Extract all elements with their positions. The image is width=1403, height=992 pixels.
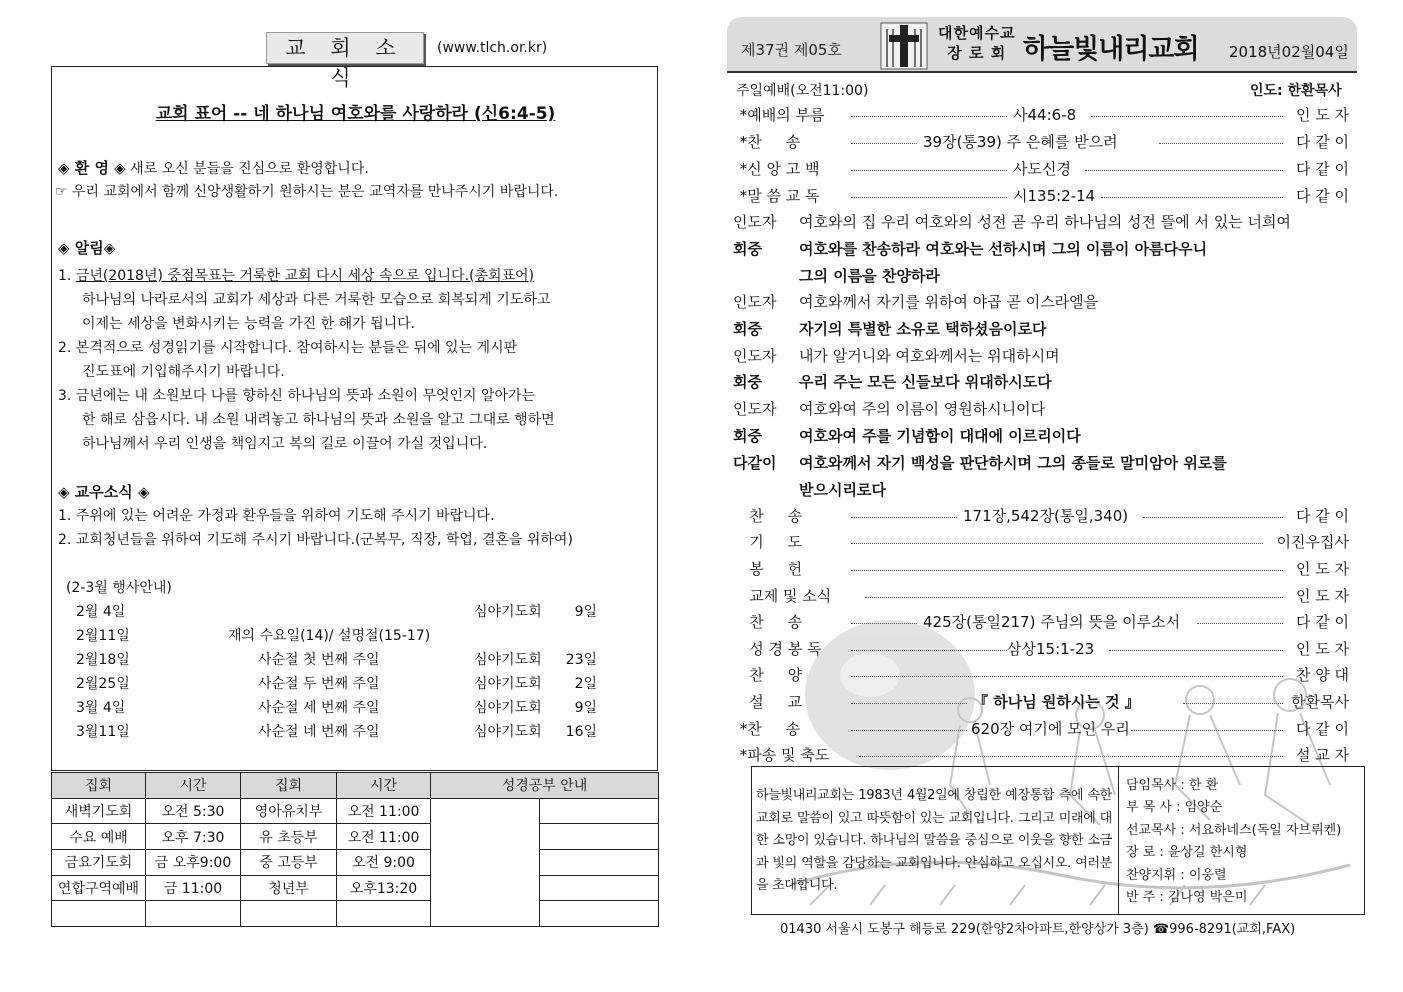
table-cell: 수요 예배: [52, 824, 146, 850]
responsive-reading-line: [733, 371, 1052, 392]
order-leader: 다 같 이: [1295, 133, 1349, 151]
event-name: 사순절 세 번째 주일: [258, 700, 380, 716]
event-prayer: 심야기도회: [474, 724, 542, 740]
order-label: *파송 및 축도: [735, 746, 830, 764]
table-cell: [52, 901, 146, 927]
table-row: [52, 875, 659, 901]
church-name: 하늘빛내리교회: [1023, 34, 1199, 65]
order-item: [735, 558, 1353, 580]
bulletin-header: [727, 17, 1357, 73]
leader-dots: [1143, 517, 1283, 518]
table-cell: 오전 11:00: [337, 824, 431, 850]
order-label: *말 씀 교 독: [735, 187, 820, 205]
notice-line-3: 이제는 세상을 변화시키는 능력을 가진 한 해가 됩니다.: [82, 316, 416, 332]
notice-heading: ◈ 알림◈: [58, 239, 116, 257]
table-cell: 연합구역예배: [52, 875, 146, 901]
event-prayer-day: 9일: [574, 700, 597, 716]
order-item: [735, 104, 1353, 126]
event-name: 사순절 첫 번째 주일: [258, 652, 380, 668]
denomination-line-1: 대한예수교: [938, 24, 1016, 42]
order-label: 찬 송: [735, 613, 803, 631]
order-label: *예배의 부름: [735, 106, 825, 124]
staff-entry: 담임목사 : 한 환: [1126, 778, 1219, 793]
order-leader: 인 도 자: [1295, 560, 1349, 578]
event-prayer: 심야기도회: [474, 652, 542, 668]
event-prayer-day: 9일: [574, 604, 597, 620]
order-leader: 다 같 이: [1295, 160, 1349, 178]
denomination-line-2: 장 로 회: [947, 44, 1007, 62]
responsive-reading-line: [733, 452, 1227, 473]
church-introduction: 하늘빛내리교회는 1983년 4월2일에 창립한 예장통합 측에 속한 교회로 말씀이 있고 따뜻함이 있는 교회입니다. 그리고 미래에 대한 소망이 있습니다. 하나님의 말씀을 중심으로 이웃을 향한 소금과 빛의 역할을 감당하는 교회입니다. 안심하고 오십시오. 여러분을 초대합니다.: [756, 788, 1112, 893]
table-cell: 오전 9:00: [337, 849, 431, 875]
responsive-reading-line: [733, 345, 1060, 366]
table-cell: 오전 11:00: [337, 798, 431, 824]
reading-text: 여호와께서 자기를 위하여 야곱 곧 이스라엘을: [799, 293, 1099, 311]
table-cell: 중 고등부: [241, 849, 337, 875]
leader-dots: [1131, 730, 1283, 731]
reading-continuation: 받으시리로다: [799, 481, 886, 499]
leader-dots: [851, 570, 1283, 571]
order-leader: 인 도 자: [1295, 640, 1349, 658]
staff-entry: 찬양지휘 : 이웅렬: [1126, 867, 1227, 883]
bible-study-cell: [540, 798, 659, 824]
reader-role: 인도자: [733, 400, 777, 418]
church-info-box: [751, 766, 1365, 915]
table-cell: 금요기도회: [52, 849, 146, 875]
column-header: 성경공부 안내: [431, 773, 659, 799]
service-title: 주일예배(오전11:00): [736, 83, 869, 99]
leader-dots: [851, 623, 917, 624]
responsive-reading-line: [733, 211, 1291, 232]
leader-dots: [1101, 197, 1283, 198]
order-item: [735, 744, 1353, 766]
leader-dots: [1091, 116, 1283, 117]
order-leader: 다 같 이: [1295, 613, 1349, 631]
event-date: 2월18일: [76, 652, 130, 668]
members-line-1: 1. 주위에 있는 어려운 가정과 환우들을 위하여 기도해 주시기 바랍니다.: [58, 508, 495, 524]
order-item: [735, 505, 1353, 527]
notice-line-8: 하나님께서 우리 인생을 책임지고 복의 길로 이끌어 가실 것입니다.: [82, 436, 488, 452]
event-date: 2월11일: [76, 628, 130, 644]
table-cell: [146, 901, 241, 927]
reader-role: 인도자: [733, 293, 777, 311]
order-item: [735, 691, 1353, 713]
denomination: [938, 23, 1015, 63]
event-prayer: 심야기도회: [474, 700, 542, 716]
order-leader: 이진우집사: [1276, 533, 1349, 551]
responsive-reading-line: [733, 425, 1081, 446]
order-item: [735, 585, 1353, 607]
order-content: 425장(통일217) 주님의 뜻을 이루소서: [923, 613, 1181, 631]
notice-line-5: 진도표에 기입해주시기 바랍니다.: [82, 364, 285, 380]
order-label: 교제 및 소식: [735, 587, 832, 605]
column-header: 시간: [337, 773, 431, 799]
table-row: [52, 901, 659, 927]
reader-role: 회중: [733, 320, 762, 338]
notice-line-7: 한 해로 삼읍시다. 내 소원 내려놓고 하나님의 뜻과 소원을 알고 그대로 행하면: [82, 412, 555, 428]
service-leader: 인도: 한환목사: [1250, 83, 1342, 99]
order-item: [735, 638, 1353, 660]
event-prayer: 심야기도회: [474, 604, 542, 620]
bible-study-cell: [540, 824, 659, 850]
order-content: 삼상15:1-23: [1007, 640, 1095, 658]
staff-list: [1126, 775, 1341, 909]
notice-line-2: 하나님의 나라로서의 교회가 세상과 다른 거룩한 모습으로 회복되게 기도하고: [82, 292, 551, 308]
order-item: [735, 131, 1353, 153]
event-date: 3월11일: [76, 724, 130, 740]
column-header: 집회: [52, 773, 146, 799]
info-divider: [1118, 767, 1119, 914]
notice-line-4: 2. 본격적으로 성경읽기를 시작합니다. 참여하시는 분들은 뒤에 있는 게시판: [58, 340, 518, 356]
order-item: [735, 158, 1353, 180]
church-motto: 교회 표어 -- 네 하나님 여호와를 사랑하라 (신6:4-5): [155, 104, 556, 124]
reading-text: 내가 알거니와 여호와께서는 위대하시며: [799, 347, 1060, 365]
order-leader: 다 같 이: [1295, 507, 1349, 525]
table-header-row: [52, 773, 659, 799]
event-name: 재의 수요일(14)/ 설명절(15-17): [228, 628, 431, 644]
order-item: [735, 718, 1353, 740]
bible-study-cell: [540, 901, 659, 927]
leader-dots: [851, 650, 1007, 651]
order-label: 설 교: [735, 693, 803, 711]
responsive-reading-line: [733, 291, 1098, 312]
order-item: [735, 185, 1353, 207]
order-content: 171장,542장(통일,340): [963, 507, 1129, 525]
website-url[interactable]: (www.tlch.or.kr): [437, 40, 548, 56]
leader-dots: [851, 676, 1283, 677]
responsive-reading-line: [733, 238, 1207, 259]
event-prayer-day: 2일: [574, 676, 597, 692]
reading-text: 여호와의 집 우리 여호와의 성전 곧 우리 하나님의 성전 뜰에 서 있는 너희여: [799, 213, 1291, 231]
welcome-line-2: ☞ 우리 교회에서 함께 신앙생활하기 원하시는 분은 교역자를 만나주시기 바랍니다.: [55, 184, 559, 200]
reader-role: 회중: [733, 240, 762, 258]
event-prayer-day: 23일: [565, 652, 597, 668]
reader-role: 회중: [733, 427, 762, 445]
news-box: [51, 66, 658, 771]
leader-dots: [1197, 623, 1283, 624]
reader-role: 회중: [733, 373, 762, 391]
leader-dots: [1159, 143, 1283, 144]
table-row: [52, 824, 659, 850]
reader-role: 인도자: [733, 347, 777, 365]
staff-entry: 부 목 사 : 임양순: [1126, 800, 1223, 816]
table-cell: [337, 901, 431, 927]
order-leader: 찬 양 대: [1295, 666, 1349, 684]
leader-dots: [851, 116, 1007, 117]
bible-study-cell: [431, 798, 540, 927]
column-header: 시간: [146, 773, 241, 799]
order-content: 사도신경: [1013, 160, 1071, 178]
table-cell: 영아유치부: [241, 798, 337, 824]
welcome-text: 새로 오신 분들을 진심으로 환영합니다.: [125, 161, 369, 177]
sermon-title: 『 하나님 원하시는 것 』: [973, 693, 1140, 711]
order-label: 찬 송: [735, 507, 803, 525]
leader-dots: [851, 170, 1007, 171]
table-row: [52, 798, 659, 824]
church-cross-logo: [879, 21, 929, 71]
leader-dots: [851, 197, 1007, 198]
order-item: [735, 664, 1353, 686]
event-prayer-day: 16일: [565, 724, 597, 740]
church-address: 01430 서울시 도봉구 해등로 229(한양2차아파트,한양상가 3층) ☎996-8291(교회,FAX): [780, 922, 1296, 937]
welcome-heading: ◈ 환 영 ◈: [58, 159, 126, 177]
order-label: 봉 헌: [735, 560, 803, 578]
notice-line-1: [58, 265, 534, 285]
order-content: 39장(통39) 주 은혜를 받으려: [923, 133, 1118, 151]
leader-dots: [1109, 650, 1283, 651]
table-cell: 오후13:20: [337, 875, 431, 901]
volume-number: 제37권 제05호: [741, 41, 842, 59]
reading-text: 자기의 특별한 소유로 택하셨음이로다: [799, 320, 1047, 338]
responsive-reading-line: [733, 398, 1045, 419]
leader-dots: [851, 543, 1263, 544]
leader-dots: [865, 597, 1283, 598]
notice-number: 1.: [58, 268, 76, 284]
notice-goal: 금년(2018년) 중점목표는 거룩한 교회 다시 세상 속으로 입니다.(총회표어): [75, 268, 535, 284]
leader-dots: [851, 143, 917, 144]
reading-text: 여호와를 찬송하라 여호와는 선하시며 그의 이름이 아름다우니: [799, 240, 1208, 258]
event-date: 2월 4일: [76, 604, 126, 620]
order-label: *신 앙 고 백: [735, 160, 820, 178]
reading-text: 여호와여 주를 기념함이 대대에 이르리이다: [799, 427, 1081, 445]
order-leader: 다 같 이: [1295, 187, 1349, 205]
order-label: *찬 송: [735, 133, 801, 151]
event-name: 사순절 두 번째 주일: [258, 676, 380, 692]
table-cell: 금 오후9:00: [146, 849, 241, 875]
leader-dots: [859, 756, 1283, 757]
table-row: [52, 849, 659, 875]
members-heading: ◈ 교우소식 ◈: [58, 483, 150, 501]
table-cell: 청년부: [241, 875, 337, 901]
reading-text: 여호와여 주의 이름이 영원하시니이다: [799, 400, 1046, 418]
order-label: 성 경 봉 독: [735, 640, 822, 658]
events-heading: (2-3월 행사안내): [66, 580, 172, 596]
table-cell: 유 초등부: [241, 824, 337, 850]
table-cell: [241, 901, 337, 927]
event-prayer: 심야기도회: [474, 676, 542, 692]
table-cell: 새벽기도회: [52, 798, 146, 824]
column-header: 집회: [241, 773, 337, 799]
leader-dots: [851, 517, 957, 518]
table-cell: 오후 7:30: [146, 824, 241, 850]
responsive-reading-line: [733, 318, 1047, 339]
order-leader: 한환목사: [1291, 693, 1349, 711]
order-label: 기 도: [735, 533, 803, 551]
reading-text: 우리 주는 모든 신들보다 위대하시도다: [799, 373, 1052, 391]
staff-entry: 선교목사 : 서요하네스(독일 자브뤼켄): [1126, 822, 1342, 838]
order-leader: 설 교 자: [1295, 746, 1349, 764]
leader-dots: [1183, 703, 1283, 704]
order-leader: 인 도 자: [1295, 587, 1349, 605]
notice-line-6: 3. 금년에는 내 소원보다 나를 향하신 하나님의 뜻과 소원이 무엇인지 알아가는: [58, 388, 536, 404]
leader-dots: [1085, 170, 1283, 171]
order-label: *찬 송: [735, 720, 801, 738]
reading-continuation: 그의 이름을 찬양하라: [799, 267, 940, 285]
bible-study-cell: [540, 875, 659, 901]
staff-entry: 반 주 : 김나영 박은미: [1126, 890, 1248, 906]
leader-dots: [851, 703, 967, 704]
table-cell: 오전 5:30: [146, 798, 241, 824]
order-content: 사44:6-8: [1013, 106, 1077, 124]
event-date: 3월 4일: [76, 700, 126, 716]
reader-role: 다같이: [733, 454, 777, 472]
meeting-schedule-table: [51, 772, 659, 927]
members-line-2: 2. 교회청년들을 위하여 기도해 주시기 바랍니다.(군복무, 직장, 학업, 결혼을 위하여): [58, 532, 573, 548]
order-item: [735, 531, 1353, 553]
reader-role: 인도자: [733, 213, 777, 231]
welcome-line: [58, 157, 369, 178]
reading-text: 여호와께서 자기 백성을 판단하시며 그의 종들로 말미암아 위로를: [799, 454, 1227, 472]
bible-study-cell: [540, 849, 659, 875]
table-cell: 금 11:00: [146, 875, 241, 901]
order-content: 시135:2-14: [1013, 187, 1096, 205]
order-content: 620장 여기에 모인 우리: [971, 720, 1130, 738]
order-leader: 인 도 자: [1295, 106, 1349, 124]
news-title: 교 회 소 식: [266, 32, 424, 64]
order-label: 찬 양: [735, 666, 803, 684]
order-leader: 다 같 이: [1295, 720, 1349, 738]
staff-entry: 장 로 : 윤상길 한시형: [1126, 845, 1248, 861]
event-date: 2월25일: [76, 676, 130, 692]
bulletin-date: 2018년02월04일: [1229, 43, 1349, 61]
leader-dots: [851, 730, 967, 731]
event-name: 사순절 네 번째 주일: [258, 724, 380, 740]
order-item: [735, 611, 1353, 633]
